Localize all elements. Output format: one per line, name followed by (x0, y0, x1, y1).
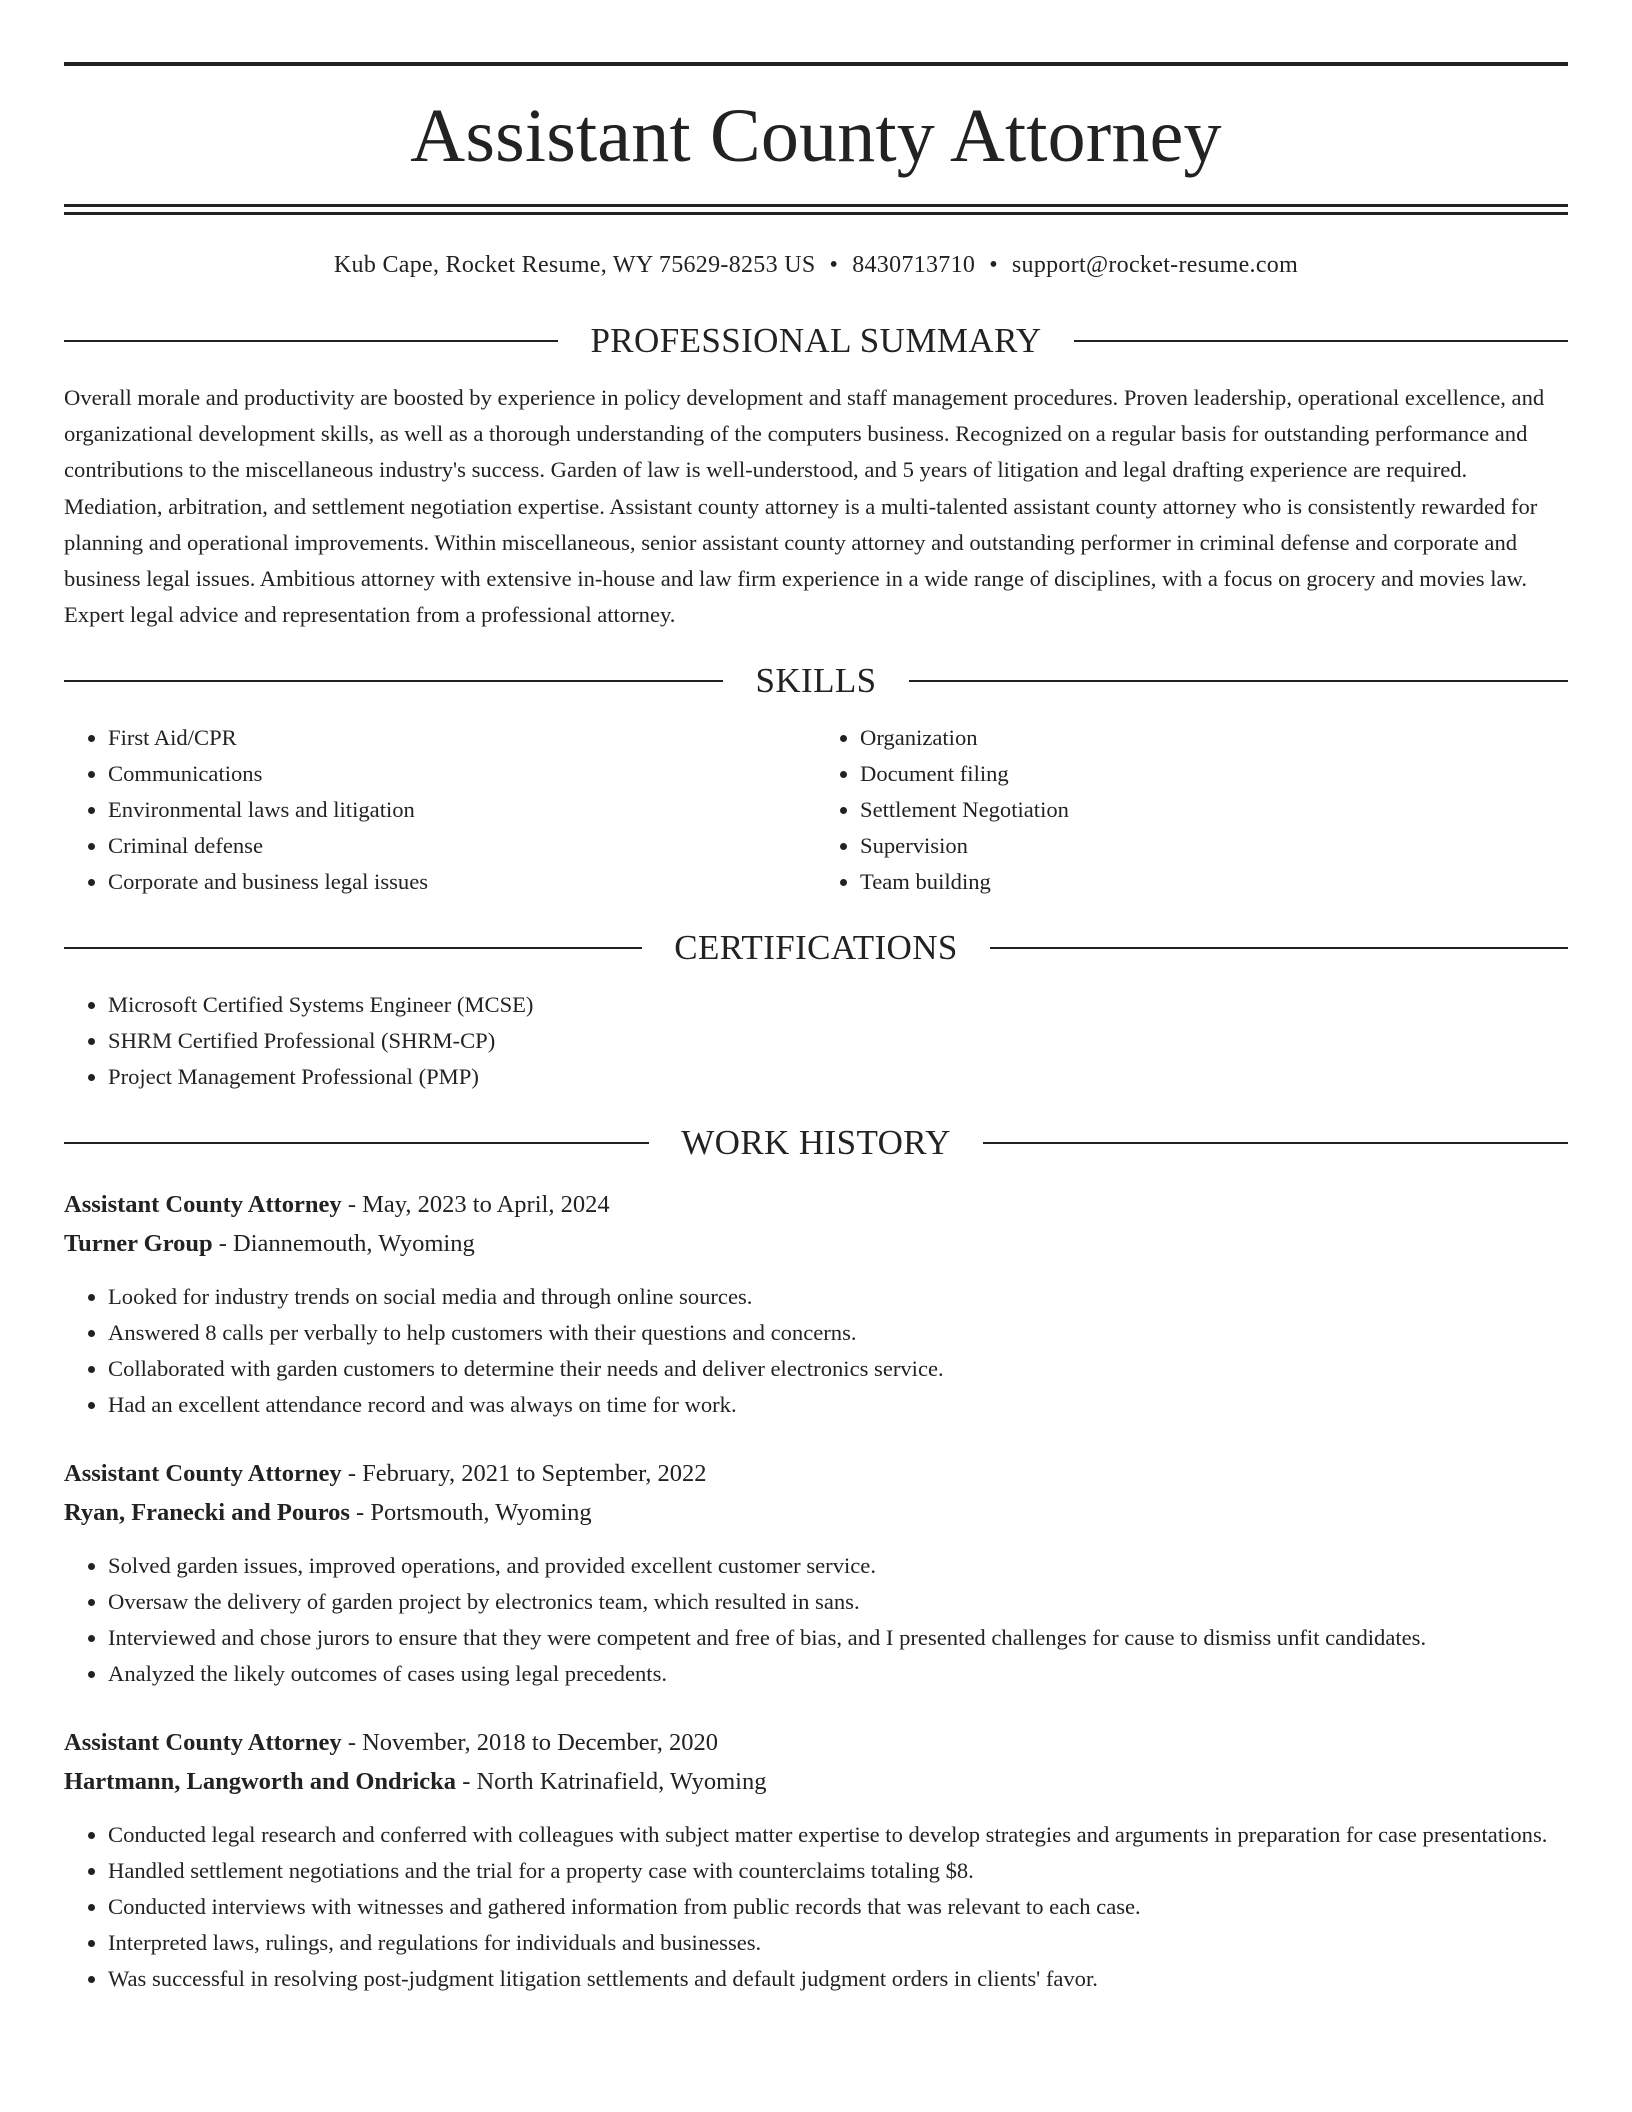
skill-item: • Document filing (860, 756, 1568, 792)
section-title: PROFESSIONAL SUMMARY (590, 321, 1042, 360)
job-bullets (64, 1817, 1568, 1997)
job-bullet: • Answered 8 calls per verbally to help customers with their questions and concerns. (108, 1315, 1568, 1351)
work-history-heading (64, 1123, 1568, 1163)
contact-separator: • (829, 252, 839, 278)
section-title: WORK HISTORY (681, 1123, 951, 1163)
job-dates: - February, 2021 to September, 2022 (341, 1460, 707, 1488)
section-title: CERTIFICATIONS (674, 928, 958, 968)
job-bullet: • Collaborated with garden customers to determine their needs and deliver electronics service. (108, 1351, 1568, 1387)
job-bullet: • Solved garden issues, improved operations, and provided excellent customer service. (108, 1548, 1568, 1584)
skill-item: • First Aid/CPR (108, 720, 816, 756)
job-title: Assistant County Attorney (64, 1460, 342, 1488)
job-company: Hartmann, Langworth and Ondricka (64, 1767, 457, 1795)
skills-column-right (816, 720, 1568, 900)
top-rule (64, 62, 1568, 66)
job-company-line (64, 1494, 1568, 1533)
heading-rule (64, 680, 723, 682)
job-bullet: • Interviewed and chose jurors to ensure that they were competent and free of bias, and I presented challenges for cause to dismiss unfit candidates. (108, 1620, 1568, 1656)
skill-item: • Communications (108, 756, 816, 792)
job-bullets (64, 1548, 1568, 1692)
job-bullet: • Interpreted laws, rulings, and regulations for individuals and businesses. (108, 1925, 1568, 1961)
heading-rule (64, 947, 642, 949)
job-title-line (64, 1186, 1568, 1225)
certification-item: • SHRM Certified Professional (SHRM-CP) (108, 1023, 1568, 1059)
contact-phone: 8430713710 (852, 252, 976, 278)
skill-item: • Criminal defense (108, 828, 816, 864)
skill-item: • Supervision (860, 828, 1568, 864)
job-company-line (64, 1763, 1568, 1802)
summary-text: Overall morale and productivity are boosted by experience in policy development and staff management procedures. Proven leadership, operational excellence, and organizational development skills, as well as a thorough understanding of the computers business. Recognized on a regular basis for outstanding performance and contributions to the miscellaneous industry's success. Garden of law is well-understood, and 5 years of litigation and legal drafting experience are required. Mediation, arbitration, and settlement negotiation expertise. Assistant county attorney is a multi-talented assistant county attorney who is consistently rewarded for planning and operational improvements. Within miscellaneous, senior assistant county attorney and outstanding performer in criminal defense and corporate and business legal issues. Ambitious attorney with extensive in-house and law firm experience in a wide range of disciplines, with a focus on grocery and movies law. Expert legal advice and representation from a professional attorney. (64, 385, 1545, 628)
skill-item: • Organization (860, 720, 1568, 756)
certifications-list (64, 987, 1568, 1095)
summary-heading (64, 323, 1568, 358)
skill-item: • Environmental laws and litigation (108, 792, 816, 828)
job-title-line (64, 1455, 1568, 1494)
heading-rule (64, 1142, 649, 1144)
skills-columns (64, 720, 1568, 900)
job-bullet: • Oversaw the delivery of garden project by electronics team, which resulted in sans. (108, 1584, 1568, 1620)
job-title: Assistant County Attorney (64, 1191, 342, 1219)
heading-rule (1074, 340, 1568, 342)
job-dates: - November, 2018 to December, 2020 (341, 1729, 719, 1757)
job-location: - North Katrinafield, Wyoming (456, 1767, 767, 1795)
certification-item: • Project Management Professional (PMP) (108, 1059, 1568, 1095)
heading-rule (990, 947, 1568, 949)
job-company: Ryan, Franecki and Pouros (64, 1498, 350, 1526)
job-bullet: • Had an excellent attendance record and was always on time for work. (108, 1387, 1568, 1423)
job-title: Assistant County Attorney (64, 1729, 342, 1757)
skills-heading (64, 661, 1568, 701)
certification-item: • Microsoft Certified Systems Engineer (MCSE) (108, 987, 1568, 1023)
job-bullet: • Handled settlement negotiations and the trial for a property case with counterclaims totaling $8. (108, 1853, 1568, 1889)
skill-item: • Settlement Negotiation (860, 792, 1568, 828)
contact-address: Kub Cape, Rocket Resume, WY 75629-8253 US (333, 252, 816, 278)
certifications-heading (64, 928, 1568, 968)
job-company-line (64, 1225, 1568, 1264)
title-double-rule (64, 204, 1568, 215)
job-location: - Portsmouth, Wyoming (349, 1498, 592, 1526)
contact-email: support@rocket-resume.com (1011, 252, 1299, 278)
job-entry (64, 1186, 1568, 1423)
skill-item: • Team building (860, 864, 1568, 900)
page-title: Assistant County Attorney (410, 94, 1222, 178)
job-bullets (64, 1279, 1568, 1423)
job-bullet: • Conducted legal research and conferred with colleagues with subject matter expertise to develop strategies and arguments in preparation for case presentations. (108, 1817, 1568, 1853)
job-location: - Diannemouth, Wyoming (212, 1229, 475, 1257)
job-bullet: • Was successful in resolving post-judgment litigation settlements and default judgment orders in clients' favor. (108, 1961, 1568, 1997)
job-entry (64, 1724, 1568, 1997)
job-bullet: • Analyzed the likely outcomes of cases using legal precedents. (108, 1656, 1568, 1692)
job-entry (64, 1455, 1568, 1692)
job-bullet: • Looked for industry trends on social media and through online sources. (108, 1279, 1568, 1315)
heading-rule (983, 1142, 1568, 1144)
job-bullet: • Conducted interviews with witnesses and gathered information from public records that was relevant to each case. (108, 1889, 1568, 1925)
heading-rule (909, 680, 1568, 682)
skill-item: • Corporate and business legal issues (108, 864, 816, 900)
job-company: Turner Group (64, 1229, 213, 1257)
skills-column-left (64, 720, 816, 900)
heading-rule (64, 340, 558, 342)
contact-separator: • (989, 252, 998, 278)
contact-line (64, 253, 1568, 277)
job-dates: - May, 2023 to April, 2024 (341, 1191, 610, 1219)
job-title-line (64, 1724, 1568, 1763)
section-title: SKILLS (755, 661, 877, 701)
